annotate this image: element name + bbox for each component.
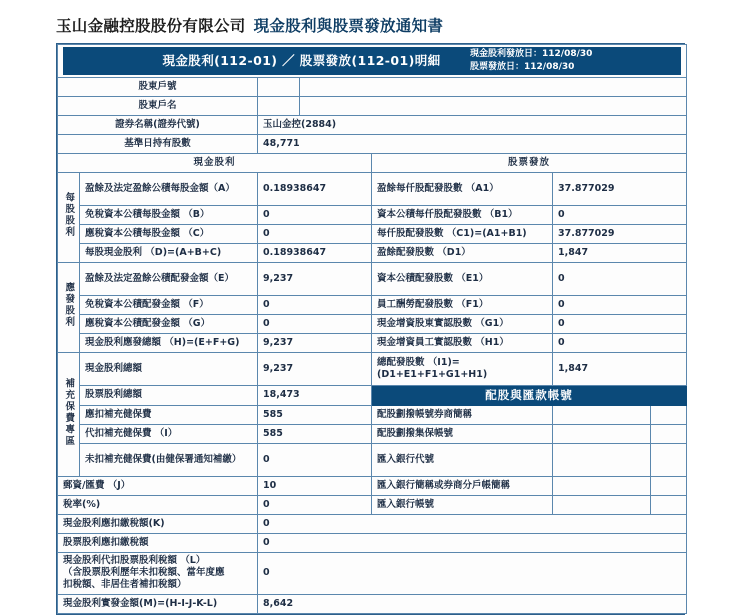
value-tax-rate: 0 xyxy=(258,495,372,514)
page-title xyxy=(56,14,443,36)
stock-issue-date: 股票發放日：112/08/30 xyxy=(470,62,575,72)
label-stock-H1: 現金增資員工實認股數 （H1） xyxy=(372,334,553,353)
label-L-line3: 扣稅額、非居住者補扣稅額） xyxy=(63,579,187,591)
redacted-custody-account xyxy=(553,424,651,443)
table-header-bar xyxy=(58,45,687,78)
label-health-fee-due: 應扣補充健保費 xyxy=(80,405,258,424)
value-security-name: 玉山金控(2884) xyxy=(258,116,687,135)
label-stock-B1: 資本公積每仟股配發股數 （B1） xyxy=(372,206,553,225)
group-label-supplement xyxy=(58,353,80,477)
allotment-spacer-4 xyxy=(651,476,687,495)
label-broker-abbr: 配股劃撥帳號券商簡稱 xyxy=(372,405,553,424)
value-stock-dividend-total: 18,473 xyxy=(258,386,372,406)
label-shareholder-name: 股東戶名 xyxy=(58,97,258,116)
group-label-per-share-text: 每股股利 xyxy=(63,192,75,239)
table-row xyxy=(58,424,687,443)
table-row xyxy=(58,514,687,533)
table-row xyxy=(58,594,687,613)
group-label-payable-text: 應發股利 xyxy=(63,282,75,329)
allotment-spacer-3 xyxy=(651,443,687,476)
label-bank-code: 匯入銀行代號 xyxy=(372,443,553,476)
label-cash-withhold-stock-tax xyxy=(58,552,258,594)
table-row xyxy=(58,495,687,514)
account-name-spacer xyxy=(300,97,687,116)
label-stock-C1: 每仟股配發股數 （C1)=(A1+B1) xyxy=(372,225,553,244)
label-bank-account: 匯入銀行帳號 xyxy=(372,495,553,514)
table-row xyxy=(58,353,687,386)
table-row xyxy=(58,533,687,552)
table-row xyxy=(58,405,687,424)
header-bar-title: 現金股利(112-01) ／ 股票發放(112-01)明細 xyxy=(162,53,441,68)
label-custody-account: 配股劃撥集保帳號 xyxy=(372,424,553,443)
redacted-bank-abbr xyxy=(553,476,651,495)
value-stock-D1: 1,847 xyxy=(553,244,687,263)
table-row xyxy=(58,225,687,244)
document-type-title: 現金股利與股票發放通知書 xyxy=(253,17,444,35)
value-stock-I1: 1,847 xyxy=(553,353,687,386)
label-cash-A: 盈餘及法定盈餘公積每股金額（A） xyxy=(80,173,258,206)
group-label-payable xyxy=(58,263,80,353)
label-stock-I1 xyxy=(372,353,553,386)
label-stock-I1-line1: 總配發股數 （I1)= xyxy=(377,356,460,368)
label-postage-fee: 郵資/匯費 （J） xyxy=(58,476,258,495)
label-cash-G: 應稅資本公積配發金額 （G） xyxy=(80,315,258,334)
table-row-account-no xyxy=(58,78,687,97)
label-net-cash-paid: 現金股利實發金額(M)=(H-I-J-K-L) xyxy=(58,594,258,613)
label-cash-D: 每股現金股利 （D)=(A+B+C) xyxy=(80,244,258,263)
label-tax-rate: 稅率(%) xyxy=(58,495,258,514)
table-row xyxy=(58,476,687,495)
table-row xyxy=(58,315,687,334)
label-stock-A1: 盈餘每仟股配發股數 （A1） xyxy=(372,173,553,206)
value-cash-E: 9,237 xyxy=(258,263,372,296)
value-postage-fee: 10 xyxy=(258,476,372,495)
value-cash-C: 0 xyxy=(258,225,372,244)
section-title-stock-issue: 股票發放 xyxy=(372,154,687,173)
label-L-line1: 現金股利代扣股票股利稅額 （L） xyxy=(63,554,206,566)
label-stock-I1-line2: (D1+E1+F1+G1+H1) xyxy=(377,369,488,380)
label-cash-C: 應稅資本公積每股金額 （C） xyxy=(80,225,258,244)
value-stock-F1: 0 xyxy=(553,296,687,315)
value-cash-H: 9,237 xyxy=(258,334,372,353)
table-row xyxy=(58,263,687,296)
table-row-account-name xyxy=(58,97,687,116)
table-row-security-name xyxy=(58,116,687,135)
redacted-shareholder-name xyxy=(258,97,300,116)
value-cash-withhold-stock-tax: 0 xyxy=(258,552,687,594)
label-cash-dividend-total: 現金股利總額 xyxy=(80,353,258,386)
label-cash-tax-withheld: 現金股利應扣繳稅額(K) xyxy=(58,514,258,533)
label-cash-H: 現金股利應發總額 （H)=(E+F+G) xyxy=(80,334,258,353)
value-stock-C1: 37.877029 xyxy=(553,225,687,244)
label-cash-B: 免稅資本公積每股金額 （B） xyxy=(80,206,258,225)
label-stock-E1: 資本公積配發股數 （E1） xyxy=(372,263,553,296)
table-row xyxy=(58,334,687,353)
table-row xyxy=(58,296,687,315)
value-health-fee-unwithheld: 0 xyxy=(258,443,372,476)
label-base-date-shares: 基準日持有股數 xyxy=(58,135,258,154)
value-stock-A1: 37.877029 xyxy=(553,173,687,206)
label-shareholder-account-no: 股東戶號 xyxy=(58,78,258,97)
dividend-table xyxy=(56,43,685,615)
allotment-spacer-5 xyxy=(651,495,687,514)
allotment-spacer-1 xyxy=(651,405,687,424)
value-cash-tax-withheld: 0 xyxy=(258,514,687,533)
label-health-fee-unwithheld: 未扣補充健保費(由健保署通知補繳） xyxy=(80,443,258,476)
label-health-fee-withheld: 代扣補充健保費 （I） xyxy=(80,424,258,443)
redacted-bank-account xyxy=(553,495,651,514)
redacted-broker-abbr xyxy=(553,405,651,424)
value-net-cash-paid: 8,642 xyxy=(258,594,687,613)
label-L-line2: （含股票股利歷年未扣稅額、當年度應 xyxy=(63,567,225,579)
allotment-spacer-2 xyxy=(651,424,687,443)
label-stock-F1: 員工酬勞配發股數 （F1） xyxy=(372,296,553,315)
label-security-name: 證券名稱(證券代號) xyxy=(58,116,258,135)
value-cash-A: 0.18938647 xyxy=(258,173,372,206)
value-health-fee-due: 585 xyxy=(258,405,372,424)
value-stock-G1: 0 xyxy=(553,315,687,334)
redacted-shareholder-account-no xyxy=(258,78,300,97)
label-stock-D1: 盈餘配發股數 （D1） xyxy=(372,244,553,263)
company-name: 玉山金融控股股份有限公司 xyxy=(56,17,246,35)
value-stock-E1: 0 xyxy=(553,263,687,296)
value-stock-B1: 0 xyxy=(553,206,687,225)
section-bars xyxy=(58,154,687,173)
redacted-bank-code xyxy=(553,443,651,476)
value-stock-tax-withheld: 0 xyxy=(258,533,687,552)
section-title-cash-dividend: 現金股利 xyxy=(58,154,372,173)
value-cash-D: 0.18938647 xyxy=(258,244,372,263)
table-row xyxy=(58,552,687,594)
table-row xyxy=(58,386,687,406)
table-row xyxy=(58,173,687,206)
value-cash-dividend-total: 9,237 xyxy=(258,353,372,386)
label-stock-tax-withheld: 股票股利應扣繳稅額 xyxy=(58,533,258,552)
table-row xyxy=(58,443,687,476)
label-stock-dividend-total: 股票股利總額 xyxy=(80,386,258,406)
value-stock-H1: 0 xyxy=(553,334,687,353)
value-cash-F: 0 xyxy=(258,296,372,315)
header-dates xyxy=(470,48,681,74)
value-cash-B: 0 xyxy=(258,206,372,225)
value-base-date-shares: 48,771 xyxy=(258,135,687,154)
label-cash-E: 盈餘及法定盈餘公積配發金額（E） xyxy=(80,263,258,296)
dividend-grid xyxy=(57,44,687,614)
group-label-supplement-text: 補充保費專區 xyxy=(63,377,75,447)
label-cash-F: 免稅資本公積配發金額 （F） xyxy=(80,296,258,315)
value-cash-G: 0 xyxy=(258,315,372,334)
group-label-per-share xyxy=(58,173,80,263)
label-stock-G1: 現金增資股東實認股數 （G1） xyxy=(372,315,553,334)
table-row xyxy=(58,244,687,263)
table-row xyxy=(58,206,687,225)
label-bank-abbr: 匯入銀行簡稱或券商分戶帳簡稱 xyxy=(372,476,553,495)
section-title-allotment-account: 配股與匯款帳號 xyxy=(372,386,687,406)
cash-dividend-date: 現金股利發放日：112/08/30 xyxy=(470,48,593,59)
account-no-spacer xyxy=(300,78,687,97)
table-row-base-shares xyxy=(58,135,687,154)
value-health-fee-withheld: 585 xyxy=(258,424,372,443)
